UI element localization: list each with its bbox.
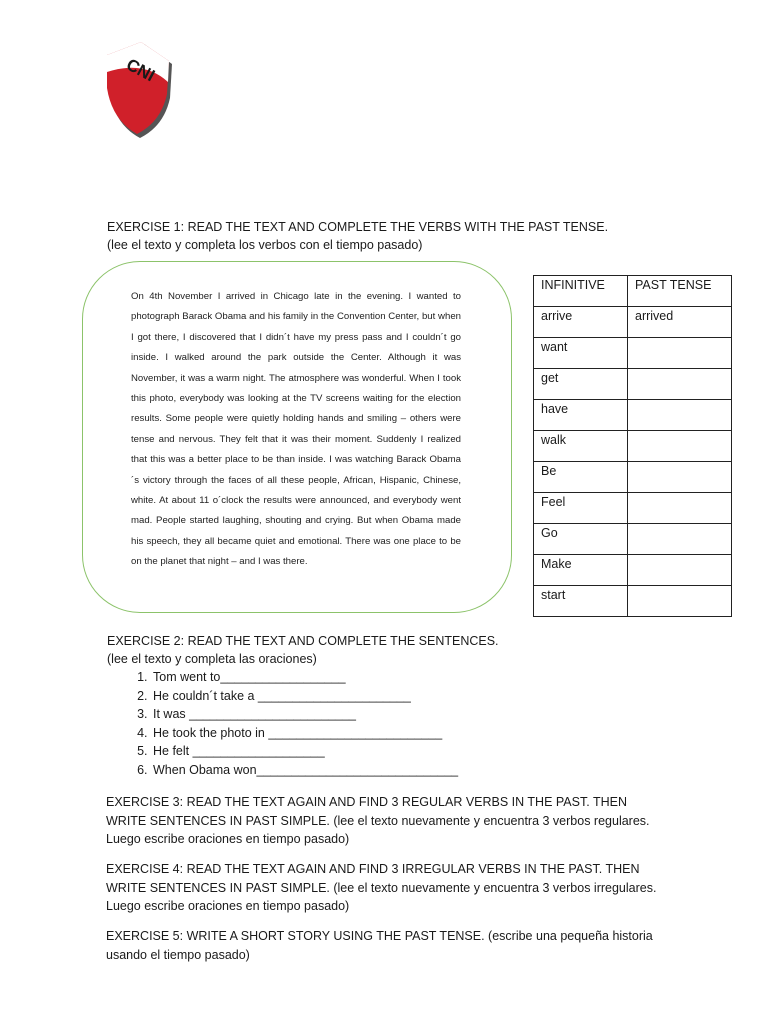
- table-header-row: [534, 276, 732, 307]
- sentence-list: [106, 668, 458, 779]
- infinitive-cell: have: [534, 400, 628, 431]
- infinitive-cell: Be: [534, 462, 628, 493]
- table-row: [534, 369, 732, 400]
- header-past-tense: PAST TENSE: [628, 276, 732, 307]
- past-tense-cell[interactable]: [628, 431, 732, 462]
- exercise4-text: EXERCISE 4: READ THE TEXT AGAIN AND FIND 3 IRREGULAR VERBS IN THE PAST. THEN WRITE SENTENCES IN PAST SIMPLE. (lee el texto nuevamente y encuentra 3 verbos irregulares. Luego escribe oraciones en tiempo pasado): [106, 862, 657, 913]
- past-tense-cell[interactable]: [628, 369, 732, 400]
- list-item: 5. He felt ___________________: [151, 742, 458, 761]
- infinitive-cell: start: [534, 586, 628, 617]
- past-tense-cell[interactable]: [628, 493, 732, 524]
- infinitive-cell: Make: [534, 555, 628, 586]
- logo-text: CNI: [123, 54, 158, 86]
- table-row: [534, 462, 732, 493]
- list-item: 3. It was ________________________: [151, 705, 458, 724]
- cni-logo: [104, 42, 174, 146]
- infinitive-cell: want: [534, 338, 628, 369]
- past-tense-cell[interactable]: [628, 586, 732, 617]
- table-row: [534, 586, 732, 617]
- table-row: [534, 338, 732, 369]
- table-row: [534, 555, 732, 586]
- table-row: [534, 400, 732, 431]
- infinitive-cell: walk: [534, 431, 628, 462]
- verb-table: [533, 275, 732, 617]
- past-tense-cell[interactable]: [628, 400, 732, 431]
- exercise2-title: EXERCISE 2: READ THE TEXT AND COMPLETE THE SENTENCES.: [107, 634, 499, 648]
- exercise2-subtitle: (lee el texto y completa las oraciones): [107, 652, 317, 666]
- list-item: 6. When Obama won_____________________________: [151, 761, 458, 780]
- infinitive-cell: get: [534, 369, 628, 400]
- past-tense-cell[interactable]: [628, 462, 732, 493]
- header-infinitive: INFINITIVE: [534, 276, 628, 307]
- past-tense-cell[interactable]: [628, 524, 732, 555]
- past-tense-cell[interactable]: arrived: [628, 307, 732, 338]
- exercise1-subtitle: (lee el texto y completa los verbos con el tiempo pasado): [107, 238, 423, 252]
- list-item: 2. He couldn´t take a ______________________: [151, 687, 458, 706]
- exercise3-text: EXERCISE 3: READ THE TEXT AGAIN AND FIND 3 REGULAR VERBS IN THE PAST. THEN WRITE SENTENCES IN PAST SIMPLE. (lee el texto nuevamente y encuentra 3 verbos regulares. Luego escribe oraciones en tiempo pasado): [106, 795, 650, 846]
- past-tense-cell[interactable]: [628, 338, 732, 369]
- infinitive-cell: arrive: [534, 307, 628, 338]
- table-row: [534, 493, 732, 524]
- table-row: [534, 431, 732, 462]
- table-row: [534, 307, 732, 338]
- list-item: 4. He took the photo in _________________________: [151, 724, 458, 743]
- exercise5-text: EXERCISE 5: WRITE A SHORT STORY USING THE PAST TENSE. (escribe una pequeña historia usando el tiempo pasado): [106, 929, 653, 962]
- table-row: [534, 524, 732, 555]
- story-text: On 4th November I arrived in Chicago late in the evening. I wanted to photograph Barack Obama and his family in the Convention Center, but when I got there, I discovered that I didn´t have my press pass and I couldn´t go inside. I walked around the park outside the Center. Although it was November, it was a warm night. The atmosphere was wonderful. When I took this photo, everybody was looking at the TV screens waiting for the election results. Some people were quietly holding hands and smiling – others were tense and nervous. They felt that it was their moment. Suddenly I realized that this was a better place to be than inside. I was watching Barack Obama´s victory through the faces of all these people, African, Hispanic, Chinese, white. At about 11 o´clock the results were announced, and everybody went mad. People started laughing, shouting and crying. But when Obama made his speech, they all became quiet and emotional. There was one place to be on the planet that night – and I was there.: [131, 291, 461, 568]
- infinitive-cell: Feel: [534, 493, 628, 524]
- infinitive-cell: Go: [534, 524, 628, 555]
- exercise1-title: EXERCISE 1: READ THE TEXT AND COMPLETE THE VERBS WITH THE PAST TENSE.: [107, 220, 609, 234]
- past-tense-cell[interactable]: [628, 555, 732, 586]
- list-item: 1. Tom went to__________________: [151, 668, 458, 687]
